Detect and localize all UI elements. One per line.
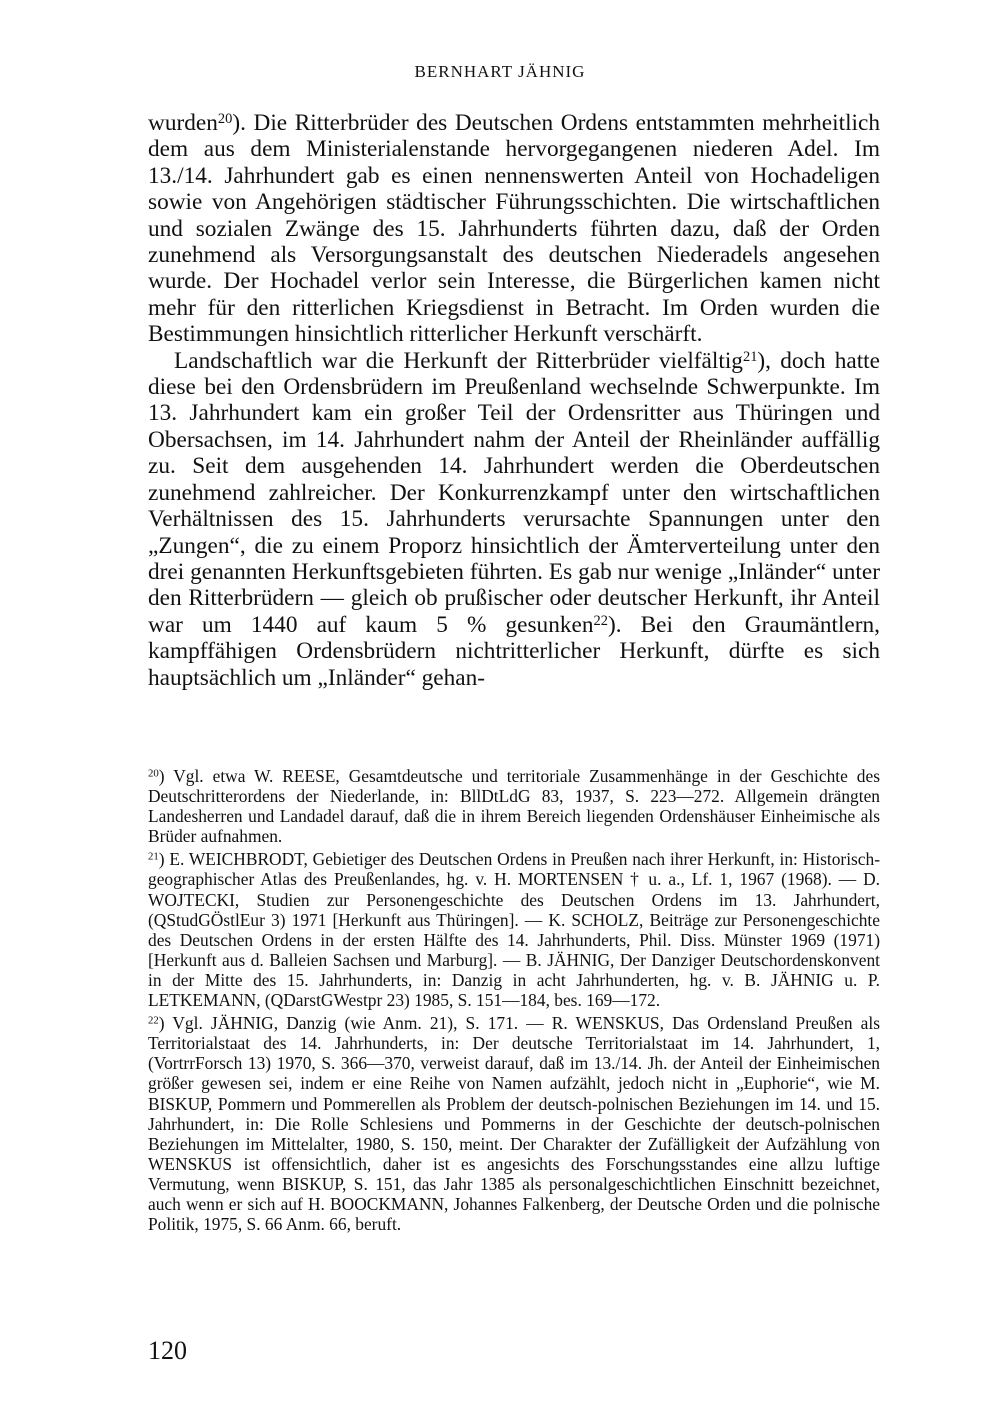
text-run: ) Vgl. JÄHNIG, Danzig (wie Anm. 21), S. 171. — R. WENSKUS, Das Ordensland Preußen als Territorialstaat des 14. Jahrhunderts, in: Der deutsche Territorialstaat im 14. Jahrhundert, 1, (VortrrForsch 13) 1970, S. 366—370, verweist darauf, daß im 13./14. Jh. der Anteil der Einheimischen größer gewesen sei, indem er eine Reihe von Namen aufzählt, jedoch nicht in „Euphorie“, wie M. BISKUP, Pommern und Pommerellen als Problem der deutsch-polnischen Beziehungen im 14. und 15. Jahrhundert, in: Die Rolle Schlesiens und Pommerns in der Geschichte der deutsch-polnischen Beziehungen im Mittelalter, 1980, S. 150, meint. Der Charakter der Zufälligkeit der Aufzählung von WENSKUS ist offensichtlich, daher ist es angesichts des Forschungsstandes eine allzu luftige Vermutung, wenn BISKUP, S. 151, das Jahr 1385 als personalgeschichtlichen Einschnitt bezeichnet, auch wenn er sich auf H. BOOCKMANN, Johannes Falkenberg, der Deutsche Orden und die polnische Politik, 1975, S. 66 Anm. 66, beruft. bbox=[148, 1013, 880, 1235]
text-run: ) E. WEICHBRODT, Gebietiger des Deutschen Ordens in Preußen nach ihrer Herkunft, in: Historisch-geographischer Atlas des Preußenlandes, hg. v. H. MORTENSEN † u. a., Lf. 1, 1967 (1968). — D. WOJTECKI, Studien zur Personengeschichte des Deutschen Ordens im 13. Jahrhundert, (QStudGÖstlEur 3) 1971 [Herkunft aus Thüringen]. — K. SCHOLZ, Beiträge zur Personengeschichte des Deutschen Ordens in der ersten Hälfte des 14. Jahrhunderts, Phil. Diss. Münster 1969 (1971) [Herkunft aus d. Balleien Sachsen und Marburg]. — B. JÄHNIG, Der Danziger Deutschordenskonvent in der Mitte des 15. Jahrhunderts, in: Danzig in acht Jahrhunderten, hg. v. B. JÄHNIG u. P. LETKEMANN, (QDarstGWestpr 23) 1985, S. 151—184, bes. 169—172. bbox=[148, 849, 880, 1011]
footnote-ref: 22 bbox=[593, 612, 608, 629]
footnote bbox=[148, 849, 880, 1010]
footnote-ref: 20 bbox=[148, 767, 159, 780]
body-paragraph bbox=[148, 348, 880, 691]
footnote-ref: 21 bbox=[742, 348, 758, 365]
footnote-ref: 21 bbox=[148, 850, 159, 863]
footnote-ref: 20 bbox=[217, 110, 233, 127]
footnote bbox=[148, 766, 880, 846]
page-number: 120 bbox=[148, 1336, 187, 1365]
text-run: ) Vgl. etwa W. REESE, Gesamtdeutsche und territoriale Zusammenhänge in der Geschichte des Deutschritterordens der Niederlande, in: BllDtLdG 83, 1937, S. 223—272. Allgemein drängten Landesherren und Landadel darauf, daß die in ihrem Bereich liegenden Ordenshäuser Einheimische als Brüder aufnahmen. bbox=[148, 766, 880, 847]
main-text bbox=[148, 110, 880, 691]
footnotes bbox=[148, 766, 880, 1234]
text-run: ), doch hatte diese bei den Ordensbrüdern im Preußenland wechselnde Schwerpunkte. Im 13. Jahrhundert kam ein großer Teil der Ordensritter aus Thüringen und Obersachsen, im 14. Jahrhundert nahm der Anteil der Rheinländer auffällig zu. Seit dem ausgehenden 14. Jahrhundert werden die Oberdeutschen zunehmend zahlreicher. Der Konkurrenzkampf unter den wirtschaftlichen Verhältnissen des 15. Jahrhunderts verursachte Spannungen unter den „Zungen“, die zu einem Proporz hinsichtlich der Ämterverteilung unter den drei genannten Herkunftsgebieten führten. Es gab nur wenige „Inländer“ unter den Ritterbrüdern — gleich ob prußischer oder deutscher Herkunft, ihr Anteil war um 1440 auf kaum 5 % gesunken bbox=[148, 347, 880, 638]
text-run: Landschaftlich war die Herkunft der Ritterbrüder vielfältig bbox=[174, 347, 743, 374]
footnote-ref: 22 bbox=[148, 1014, 159, 1027]
text-run: ). Die Ritterbrüder des Deutschen Ordens entstammten mehrheitlich dem aus dem Ministerialenstande hervorgegangenen niederen Adel. Im 13./14. Jahrhundert gab es einen nennenswerten Anteil von Hochadeligen sowie von Angehörigen städtischer Führungsschichten. Die wirtschaftlichen und sozialen Zwänge des 15. Jahrhunderts führten dazu, daß der Orden zunehmend als Versorgungsanstalt des deutschen Niederadels angesehen wurde. Der Hochadel verlor sein Interesse, die Bürgerlichen kamen nicht mehr für den ritterlichen Kriegsdienst in Betracht. Im Orden wurden die Bestimmungen hinsichtlich ritterlicher Herkunft verschärft. bbox=[148, 110, 880, 348]
body-paragraph bbox=[148, 110, 880, 348]
running-header: BERNHART JÄHNIG bbox=[414, 62, 586, 81]
footnote bbox=[148, 1013, 880, 1234]
text-run: wurden bbox=[148, 110, 218, 136]
text-run: ). Bei den Graumäntlern, kampffähigen Ordensbrüdern nichtritterlicher Herkunft, dürfte es sich hauptsächlich um „Inländer“ gehan- bbox=[148, 611, 880, 691]
